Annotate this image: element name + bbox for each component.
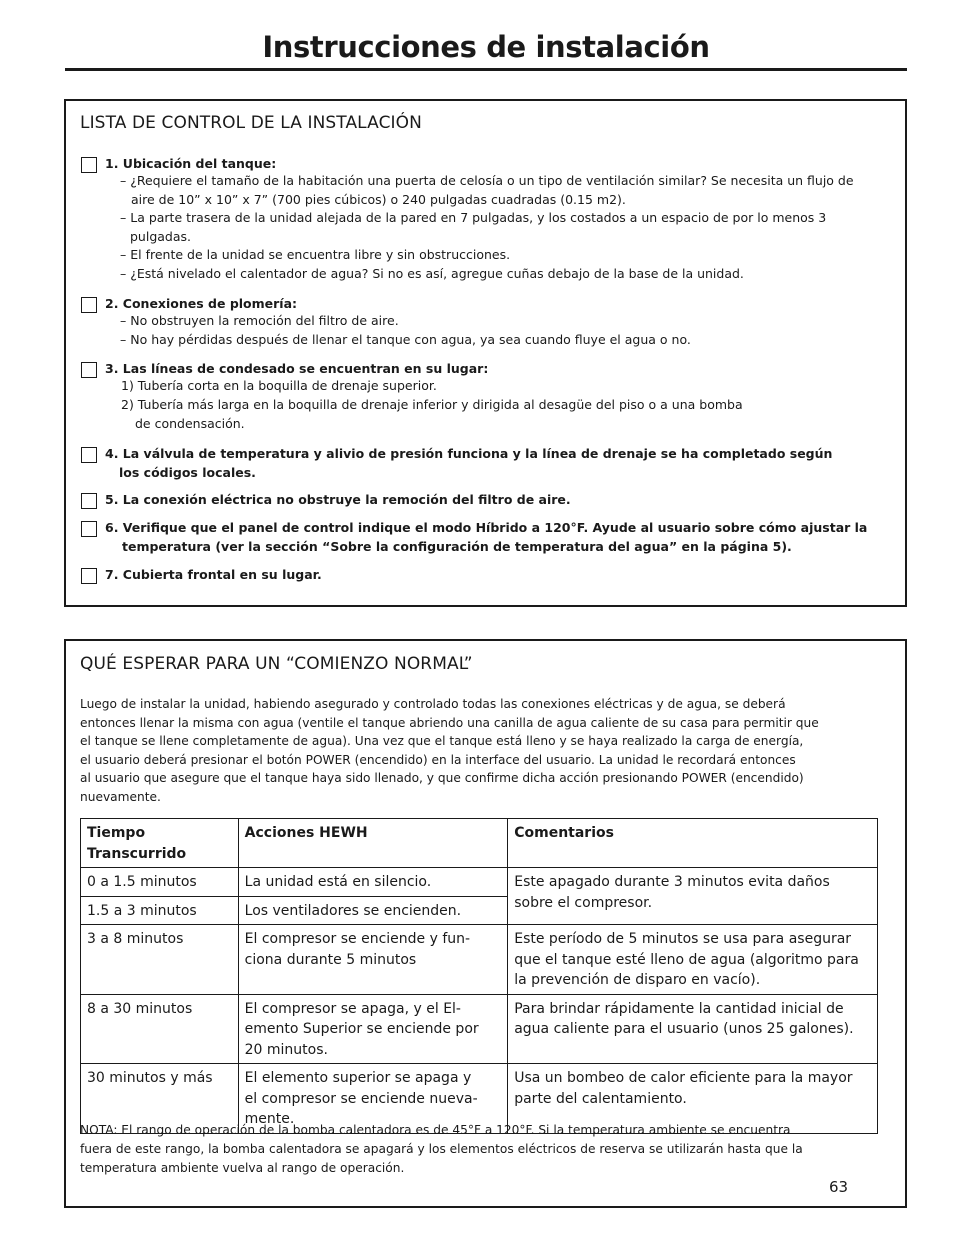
checklist-item-title: 7. Cubierta frontal en su lugar.: [105, 567, 322, 582]
time-cell: [81, 994, 239, 1064]
time-cell: [81, 925, 239, 995]
cell-line: 1.5 a 3 minutos: [87, 902, 197, 919]
table-row: [81, 868, 878, 897]
checklist-item-title: 1. Ubicación del tanque:: [105, 156, 277, 171]
page-title: Instrucciones de instalación: [262, 30, 710, 64]
checklist-heading: LISTA DE CONTROL DE LA INSTALACIÓN: [80, 113, 422, 133]
intro-line: el tanque se llene completamente de agua). Una vez que el tanque está lleno y se haya realizado la carga de energía,: [80, 734, 804, 749]
checklist-checkbox[interactable]: [81, 297, 97, 313]
column-header-time: [81, 819, 239, 868]
checklist-checkbox[interactable]: [81, 521, 97, 537]
cell-line: emento Superior se enciende por: [244, 1021, 479, 1037]
checklist-item-title-continued: los códigos locales.: [119, 464, 256, 480]
cell-line: El compresor se enciende y fun-: [244, 931, 471, 947]
time-cell: [81, 868, 239, 897]
action-cell: [238, 868, 508, 897]
checklist-item-line: – ¿Requiere el tamaño de la habitación una puerta de celosía o un tipo de ventilación similar? Se necesita un flujo de: [120, 173, 854, 188]
note-line: temperatura ambiente vuelva al rango de operación.: [80, 1161, 405, 1176]
checklist-item-line: – El frente de la unidad se encuentra libre y sin obstrucciones.: [120, 247, 511, 262]
intro-line: al usuario que asegure que el tanque haya sido llenado, y que confirme dicha acción presionando POWER (encendido): [80, 771, 804, 786]
cell-line: 30 minutos y más: [87, 1070, 213, 1086]
checklist-item-line: 2) Tubería más larga en la boquilla de drenaje inferior y dirigida al desagüe del piso o a una bomba: [121, 397, 743, 412]
cell-line: Este período de 5 minutos se usa para asegurar: [514, 931, 852, 947]
checklist-item-line: aire de 10” x 10” x 7” (700 pies cúbicos) o 240 pulgadas cuadradas (0.15 m2).: [131, 191, 626, 207]
cell-line: La unidad está en silencio.: [244, 874, 432, 890]
comment-cell: [508, 994, 878, 1064]
checklist-checkbox[interactable]: [81, 568, 97, 584]
checklist-item-line: – No obstruyen la remoción del filtro de aire.: [120, 313, 399, 328]
checklist-item-line: – La parte trasera de la unidad alejada de la pared en 7 pulgadas, y los costados a un espacio de por lo menos 3: [120, 210, 827, 225]
header-line: Transcurrido: [87, 845, 187, 862]
cell-line: 20 minutos.: [244, 1041, 328, 1058]
cell-line: sobre el compresor.: [514, 894, 653, 911]
cell-line: mente.: [244, 1111, 295, 1127]
checklist-item-title: 3. Las líneas de condesado se encuentran en su lugar:: [105, 361, 489, 376]
checklist-item-line: – ¿Está nivelado el calentador de agua? Si no es así, agregue cuñas debajo de la base de la unidad.: [120, 265, 744, 281]
cell-line: Para brindar rápidamente la cantidad inicial de: [514, 1000, 844, 1017]
checklist-item-title: 6. Verifique que el panel de control indique el modo Híbrido a 120°F. Ayude al usuario sobre cómo ajustar la: [105, 520, 868, 535]
page-number: 63: [829, 1178, 849, 1196]
cell-line: Usa un bombeo de calor eficiente para la mayor: [514, 1070, 853, 1086]
startup-heading: QUÉ ESPERAR PARA UN “COMIENZO NORMAL”: [80, 654, 473, 674]
intro-line: nuevamente.: [80, 789, 161, 804]
time-cell: [81, 896, 239, 925]
cell-line: 0 a 1.5 minutos: [87, 874, 197, 890]
cell-line: Los ventiladores se encienden.: [244, 902, 462, 919]
checklist-item-line: pulgadas.: [130, 228, 192, 244]
checklist-item-title: 4. La válvula de temperatura y alivio de presión funciona y la línea de drenaje se ha completado según: [105, 446, 833, 461]
normal-startup-box: [64, 639, 907, 1208]
cell-line: ciona durante 5 minutos: [244, 951, 417, 968]
checklist-checkbox[interactable]: [81, 447, 97, 463]
cell-line: 3 a 8 minutos: [87, 931, 184, 947]
column-header-actions: [238, 819, 508, 868]
checklist-checkbox[interactable]: [81, 157, 97, 173]
checklist-item-title-continued: temperatura (ver la sección “Sobre la configuración de temperatura del agua” en la página 5).: [122, 538, 792, 554]
cell-line: El compresor se apaga, y el El-: [244, 1000, 461, 1017]
intro-line: entonces llenar la misma con agua (ventile el tanque abriendo una canilla de agua caliente de su casa para permitir que: [80, 715, 819, 730]
comment-cell: [508, 868, 878, 925]
operating-range-note: [80, 1121, 880, 1179]
cell-line: la prevención de disparo en vacío).: [514, 972, 761, 988]
header-line: Acciones HEWH: [244, 825, 368, 841]
header-line: Comentarios: [514, 825, 614, 841]
checklist-item-title: 5. La conexión eléctrica no obstruye la remoción del filtro de aire.: [105, 492, 571, 507]
intro-line: el usuario deberá presionar el botón POWER (encendido) en la interface del usuario. La unidad le recordará entonces: [80, 752, 796, 767]
note-line: NOTA: El rango de operación de la bomba calentadora es de 45°F a 120°F. Si la temperatura ambiente se encuentra: [80, 1123, 791, 1137]
checklist-item-line: de condensación.: [135, 415, 245, 431]
checklist-checkbox[interactable]: [81, 493, 97, 509]
cell-line: agua caliente para el usuario (unos 25 galones).: [514, 1021, 854, 1037]
checklist-item-line: 1) Tubería corta en la boquilla de drenaje superior.: [121, 378, 437, 393]
cell-line: Este apagado durante 3 minutos evita daños: [514, 874, 830, 890]
comment-cell: [508, 925, 878, 995]
table-header-row: [81, 819, 878, 868]
checklist-item-title: 2. Conexiones de plomería:: [105, 296, 298, 311]
table-row: [81, 925, 878, 995]
column-header-comments: [508, 819, 878, 868]
header-line: Tiempo: [87, 825, 146, 841]
cell-line: que el tanque esté lleno de agua (algoritmo para: [514, 951, 859, 968]
action-cell: [238, 896, 508, 925]
checklist-item-line: – No hay pérdidas después de llenar el tanque con agua, ya sea cuando fluye el agua o no.: [120, 331, 691, 347]
startup-intro-paragraph: [80, 695, 880, 807]
note-line: fuera de este rango, la bomba calentadora se apagará y los elementos eléctricos de reserva se utilizarán hasta que la: [80, 1142, 803, 1157]
title-divider: [65, 68, 907, 71]
cell-line: el compresor se enciende nueva-: [244, 1090, 478, 1107]
table-row: [81, 994, 878, 1064]
cell-line: parte del calentamiento.: [514, 1090, 687, 1107]
installation-checklist-box: [64, 99, 907, 607]
intro-line: Luego de instalar la unidad, habiendo asegurado y controlado todas las conexiones eléctricas y de agua, se deberá: [80, 697, 786, 711]
checklist-checkbox[interactable]: [81, 362, 97, 378]
cell-line: 8 a 30 minutos: [87, 1000, 193, 1017]
action-cell: [238, 994, 508, 1064]
startup-timeline-table: [80, 818, 878, 1134]
cell-line: El elemento superior se apaga y: [244, 1070, 472, 1086]
action-cell: [238, 925, 508, 995]
